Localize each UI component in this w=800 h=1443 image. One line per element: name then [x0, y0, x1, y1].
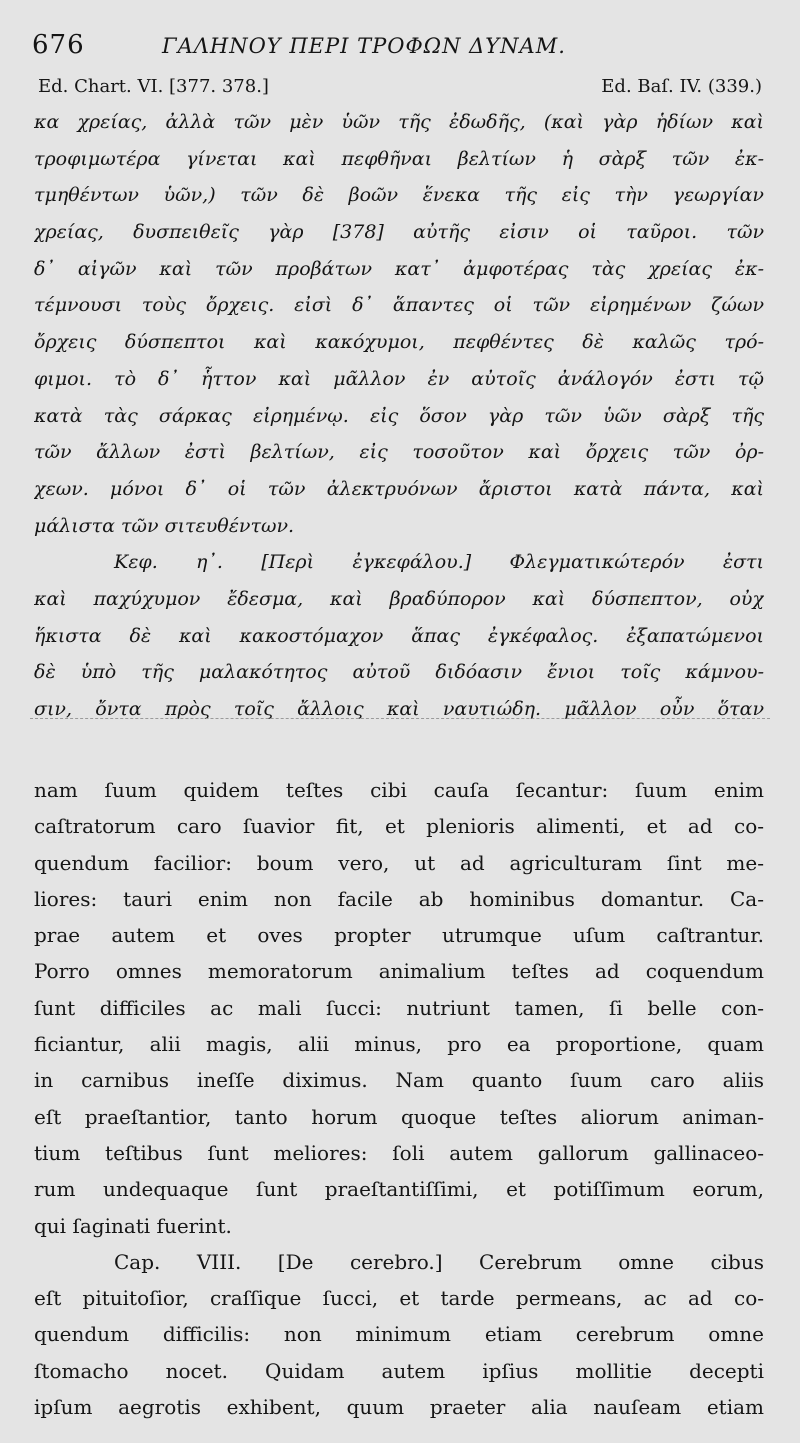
greek-line: ὄρχεις δύσπεπτοι καὶ κακόχυμοι, πεφθέντες δὲ καλῶς τρό-: [34, 331, 764, 354]
page-number: 676: [32, 30, 85, 60]
latin-line: rum undequaque ſunt praeſtantiſſimi, et potiſſimum eorum,: [34, 1177, 764, 1202]
greek-chapter-heading-line: Κεφ. η᾽. [Περὶ ἐγκεφάλου.] Φλεγματικώτερόν ἐστι: [114, 551, 764, 574]
latin-line: ſunt difficiles ac mali ſucci: nutriunt tamen, ſi belle con-: [34, 995, 764, 1020]
edition-chartier-reference: Ed. Chart. VI. [377. 378.]: [38, 76, 269, 97]
latin-line: nam ſuum quidem teſtes cibi cauſa ſecantur: ſuum enim: [34, 778, 764, 802]
greek-text-block: [34, 104, 764, 728]
greek-line: δ᾽ αἰγῶν καὶ τῶν προβάτων κατ᾽ ἀμφοτέρας τὰς χρείας ἐκ-: [34, 257, 764, 280]
edition-basel-reference: Ed. Baſ. IV. (339.): [601, 76, 762, 97]
greek-line: σιν, ὄντα πρὸς τοῖς ἄλλοις καὶ ναυτιώδη. μᾶλλον οὖν ὅταν: [34, 698, 764, 720]
latin-text-block: [34, 772, 764, 1425]
greek-line: τμηθέντων ὑῶν,) τῶν δὲ βοῶν ἕνεκα τῆς εἰς τὴν γεωργίαν: [34, 184, 764, 207]
greek-line: κατὰ τὰς σάρκας εἰρημένῳ. εἰς ὅσον γὰρ τῶν ὑῶν σὰρξ τῆς: [34, 404, 764, 427]
latin-line: qui ſaginati fuerint.: [34, 1213, 232, 1238]
greek-line: τροφιμωτέρα γίνεται καὶ πεφθῆναι βελτίων ἡ σὰρξ τῶν ἐκ-: [34, 147, 764, 170]
greek-line: φιμοι. τὸ δ᾽ ἧττον καὶ μᾶλλον ἐν αὐτοῖς ἀνάλογόν ἐστι τῷ: [34, 367, 764, 390]
latin-line: ficiantur, alii magis, alii minus, pro ea proportione, quam: [34, 1032, 764, 1057]
greek-line: ἥκιστα δὲ καὶ κακοστόμαχον ἅπας ἐγκέφαλος. ἐξαπατώμενοι: [34, 624, 764, 647]
latin-line: eſt pituitoſior, craſſique ſucci, et tarde permeans, ac ad co-: [34, 1286, 764, 1311]
latin-chapter-heading-line: Cap. VIII. [De cerebro.] Cerebrum omne cibus: [114, 1249, 764, 1274]
column-divider: [30, 718, 770, 720]
latin-line: tium teſtibus ſunt meliores: ſoli autem gallorum gallinaceo-: [34, 1140, 764, 1165]
latin-line: prae autem et oves propter utrumque uſum caſtrantur.: [34, 923, 764, 948]
greek-line: τῶν ἄλλων ἐστὶ βελτίων, εἰς τοσοῦτον καὶ ὄρχεις τῶν ὀρ-: [34, 441, 764, 464]
latin-line: caſtratorum caro ſuavior fit, et plenioris alimenti, et ad co-: [34, 814, 764, 839]
greek-line: χεων. μόνοι δ᾽ οἱ τῶν ἀλεκτρυόνων ἄριστοι κατὰ πάντα, καὶ: [34, 477, 764, 500]
latin-line: eſt praeſtantior, tanto horum quoque teſtes aliorum animan-: [34, 1104, 764, 1129]
latin-line: Porro omnes memoratorum animalium teſtes ad coquendum: [34, 959, 764, 984]
running-title: ΓΑΛΗΝΟΥ ΠΕΡΙ ΤΡΟΦΩΝ ΔΥΝΑΜ.: [162, 34, 566, 58]
greek-line: καὶ παχύχυμον ἔδεσμα, καὶ βραδύπορον καὶ δύσπεπτον, οὐχ: [34, 587, 764, 610]
greek-line: κα χρείας, ἀλλὰ τῶν μὲν ὑῶν τῆς ἐδωδῆς, (καὶ γὰρ ἡδίων καὶ: [34, 111, 764, 133]
edition-references: [38, 76, 762, 102]
greek-line: τέμνουσι τοὺς ὄρχεις. εἰσὶ δ᾽ ἅπαντες οἱ τῶν εἰρημένων ζώων: [34, 294, 764, 317]
latin-line: quendum facilior: boum vero, ut ad agriculturam ſint me-: [34, 850, 764, 875]
greek-line: μάλιστα τῶν σιτευθέντων.: [34, 514, 295, 537]
greek-line: δὲ ὑπὸ τῆς μαλακότητος αὐτοῦ διδόασιν ἔνιοι τοῖς κάμνου-: [34, 661, 764, 684]
latin-line: ipſum aegrotis exhibent, quum praeter alia nauſeam etiam: [34, 1395, 764, 1420]
latin-line: ſtomacho nocet. Quidam autem ipſius mollitie decepti: [34, 1358, 764, 1383]
latin-line: quendum difficilis: non minimum etiam cerebrum omne: [34, 1322, 764, 1347]
latin-line: in carnibus ineſſe diximus. Nam quanto ſuum caro aliis: [34, 1068, 764, 1093]
latin-line: liores: tauri enim non facile ab hominibus domantur. Ca-: [34, 886, 764, 911]
greek-line: χρείας, δυσπειθεῖς γὰρ [378] αὐτῆς εἰσιν οἱ ταῦροι. τῶν: [34, 221, 764, 244]
running-head: [32, 30, 768, 64]
